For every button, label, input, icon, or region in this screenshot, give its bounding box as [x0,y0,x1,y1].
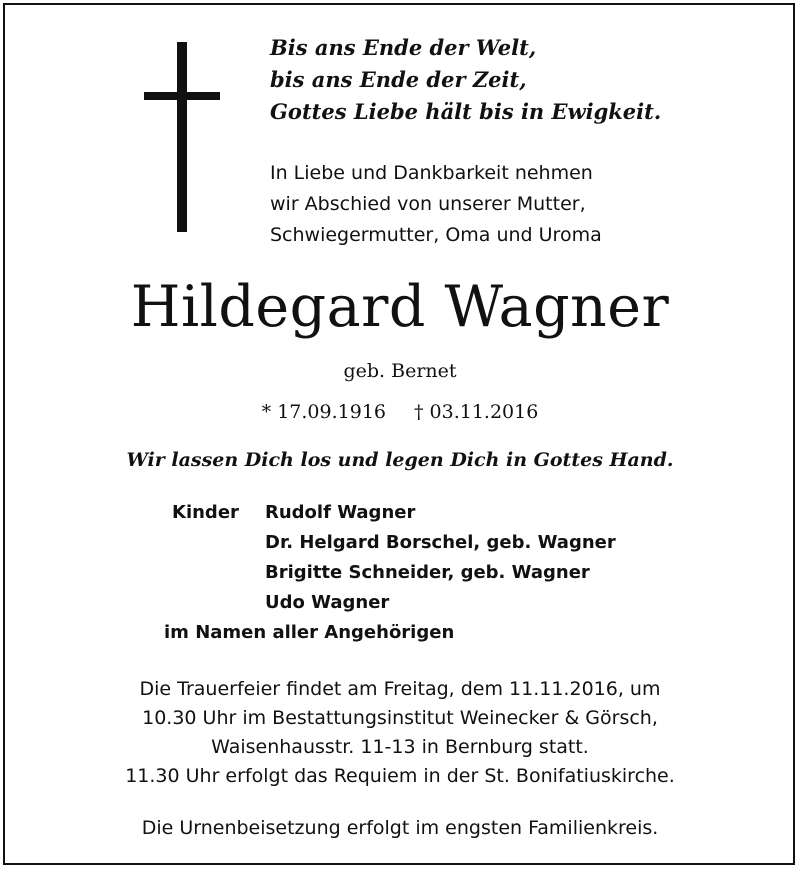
motto-line: Bis ans Ende der Welt, [270,35,537,60]
life-dates [0,397,800,427]
service-line: 10.30 Uhr im Bestattungsinstitut Weinecker & Görsch, [142,707,658,729]
service-line: Die Trauerfeier findet am Freitag, dem 11.11.2016, um [139,678,661,700]
intro-line: Schwiegermutter, Oma und Uroma [270,224,602,246]
mourner-name: Rudolf Wagner [265,502,416,523]
service-line: 11.30 Uhr erfolgt das Requiem in der St. Bonifatiuskirche. [125,765,675,787]
intro-line: wir Abschied von unserer Mutter, [270,193,586,215]
mourners-closing: im Namen aller Angehörigen [164,622,455,643]
mourner-row [164,498,724,528]
mourner-row [164,588,724,618]
mourner-name: Udo Wagner [265,592,390,613]
mourner-row [164,558,724,588]
motto-line: bis ans Ende der Zeit, [270,67,527,92]
service-line: Waisenhausstr. 11-13 in Bernburg statt. [211,736,589,758]
farewell-verse: Wir lassen Dich los und legen Dich in Gottes Hand. [126,449,674,471]
burial-note: Die Urnenbeisetzung erfolgt im engsten Familienkreis. [141,817,659,839]
mourners-list [164,498,724,648]
mourner-row [164,528,724,558]
cross-horizontal-bar [144,92,220,100]
birth-name: geb. Bernet [343,360,457,382]
service-details [0,675,800,791]
mourner-name: Dr. Helgard Borschel, geb. Wagner [265,532,616,553]
intro-text [270,158,730,251]
death-date: † 03.11.2016 [414,401,539,423]
intro-line: In Liebe und Dankbarkeit nehmen [270,162,593,184]
mourner-name: Brigitte Schneider, geb. Wagner [265,562,590,583]
motto-verse [270,32,750,128]
birth-date: * 17.09.1916 [261,401,386,423]
motto-line: Gottes Liebe hält bis in Ewigkeit. [270,99,662,124]
deceased-name: Hildegard Wagner [130,274,670,340]
cross-vertical-bar [177,42,187,232]
mourners-label: Kinder [172,502,239,523]
mourner-row [164,618,724,648]
